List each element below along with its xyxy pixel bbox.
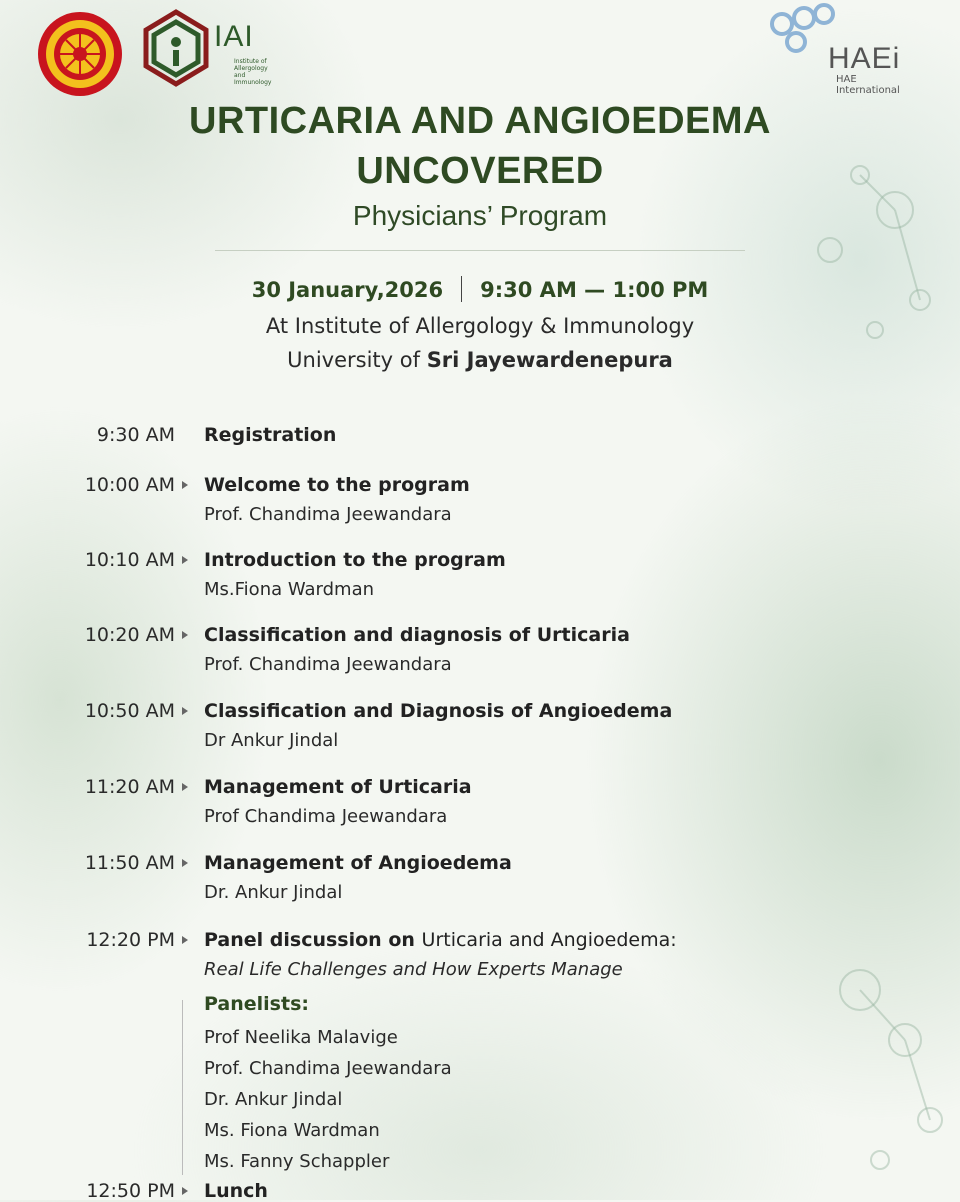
schedule-time: 10:50 AM	[84, 700, 175, 722]
panelist: Ms. Fanny Schappler	[204, 1151, 390, 1172]
schedule-title: Introduction to the program	[204, 549, 506, 571]
panel-title-rest: Urticaria and Angioedema:	[421, 929, 677, 951]
schedule-title: Management of Urticaria	[204, 776, 472, 798]
bullet-arrow-icon	[182, 859, 188, 867]
event-time-range: 9:30 AM — 1:00 PM	[480, 278, 709, 302]
schedule-title: Lunch	[204, 1180, 268, 1202]
panelist: Dr. Ankur Jindal	[204, 1089, 343, 1110]
bullet-arrow-icon	[182, 783, 188, 791]
schedule-time: 10:10 AM	[84, 549, 175, 571]
venue-line1: At Institute of Allergology & Immunology	[265, 314, 695, 338]
event-date: 30 January,2026	[251, 278, 444, 302]
event-title-line1: URTICARIA AND ANGIOEDEMA	[189, 100, 771, 142]
iai-logo-subtext: Institute of Allergology and Immunology	[234, 58, 272, 86]
schedule-time: 9:30 AM	[96, 424, 175, 446]
haei-logo-text: HAEi	[828, 42, 901, 75]
bullet-arrow-icon	[182, 481, 188, 489]
panel-subtitle: Real Life Challenges and How Experts Manage	[204, 959, 623, 980]
schedule-title: Management of Angioedema	[204, 852, 512, 874]
panelist: Prof Neelika Malavige	[204, 1027, 398, 1048]
venue-line2	[0, 348, 960, 372]
schedule-time: 11:20 AM	[84, 776, 175, 798]
venue-university-prefix: University of	[287, 348, 420, 372]
schedule-time: 12:20 PM	[86, 929, 175, 951]
date-time-line	[0, 276, 960, 302]
schedule-title: Registration	[204, 424, 337, 446]
event-title-line2: UNCOVERED	[356, 150, 604, 192]
event-subtitle: Physicians’ Program	[352, 200, 608, 231]
schedule-time: 10:20 AM	[84, 624, 175, 646]
panelists-list	[204, 1027, 452, 1182]
schedule-speaker: Dr. Ankur Jindal	[204, 882, 343, 903]
haei-logo	[762, 2, 922, 96]
schedule-speaker: Dr Ankur Jindal	[204, 730, 339, 751]
schedule-time: 10:00 AM	[84, 474, 175, 496]
haei-logo-subtext: HAE International	[836, 74, 900, 96]
bullet-arrow-icon	[182, 556, 188, 564]
panel-divider-line	[182, 1000, 183, 1175]
university-logo	[36, 10, 124, 98]
schedule-time: 11:50 AM	[84, 852, 175, 874]
iai-logo	[142, 8, 272, 88]
divider	[215, 250, 745, 251]
schedule-speaker: Prof Chandima Jeewandara	[204, 806, 448, 827]
schedule-speaker: Prof. Chandima Jeewandara	[204, 504, 452, 525]
panel-title-bold: Panel discussion on	[204, 929, 415, 951]
bullet-arrow-icon	[182, 707, 188, 715]
schedule-title	[204, 929, 677, 951]
panelists-heading: Panelists:	[204, 993, 309, 1015]
venue-university-name: Sri Jayewardenepura	[426, 348, 673, 372]
schedule-speaker: Ms.Fiona Wardman	[204, 579, 375, 600]
bullet-arrow-icon	[182, 1187, 188, 1195]
schedule-time: 12:50 PM	[86, 1180, 175, 1202]
schedule-title: Classification and Diagnosis of Angioedema	[204, 700, 673, 722]
bullet-arrow-icon	[182, 631, 188, 639]
date-separator	[461, 276, 462, 302]
schedule-title: Classification and diagnosis of Urticaria	[204, 624, 630, 646]
panelist: Ms. Fiona Wardman	[204, 1120, 380, 1141]
panelist: Prof. Chandima Jeewandara	[204, 1058, 452, 1079]
bullet-arrow-icon	[182, 936, 188, 944]
schedule-title: Welcome to the program	[204, 474, 470, 496]
schedule-speaker: Prof. Chandima Jeewandara	[204, 654, 452, 675]
iai-logo-text: IAI	[214, 20, 254, 53]
